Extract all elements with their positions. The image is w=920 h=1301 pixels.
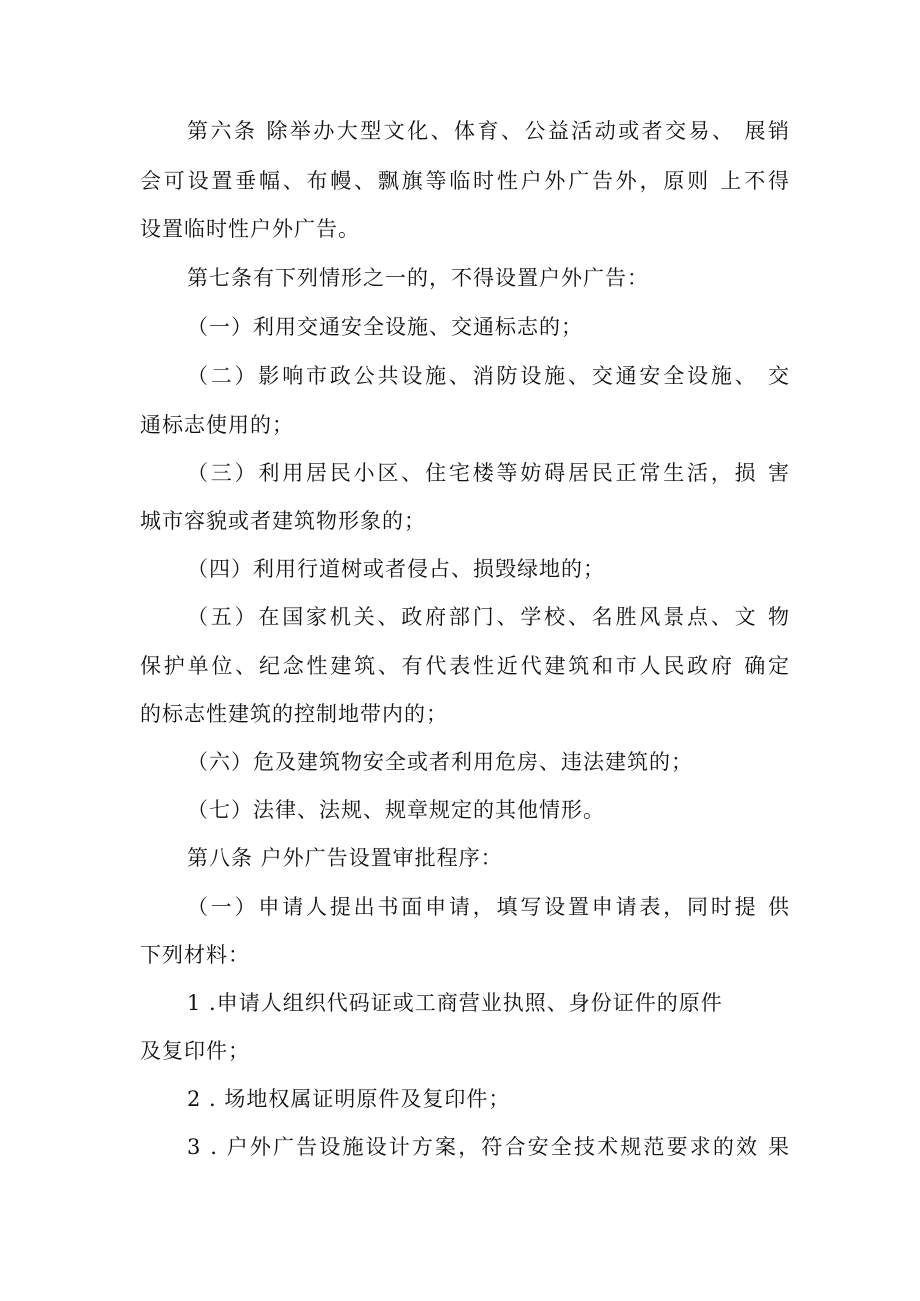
article-7-item-7: （七）法律、法规、规章规定的其他情形。 [187, 798, 605, 822]
article-7-item-2-line-2: 通标志使用的； [140, 413, 294, 437]
article-8-item-1-line-1: （一）申请人提出书面申请，填写设置申请表，同时提 供 [187, 895, 790, 919]
article-7-item-5-line-2: 保护单位、纪念性建筑、有代表性近代建筑和市人民政府 确定 [140, 654, 790, 678]
article-7-item-4: （四）利用行道树或者侵占、损毁绿地的； [187, 557, 605, 581]
material-3-line-1: 3 . 户外广告设施设计方案，符合安全技术规范要求的效 果 [187, 1135, 790, 1159]
material-1-line-1: 1 .申请人组织代码证或工商营业执照、身份证件的原件 [187, 991, 723, 1015]
article-7-item-3-line-2: 城市容貌或者建筑物形象的； [140, 509, 426, 533]
article-7-heading: 第七条有下列情形之一的，不得设置户外广告： [187, 266, 649, 290]
material-1-line-2: 及复印件； [140, 1039, 250, 1063]
article-6-line-2: 会可设置垂幅、布幔、飘旗等临时性户外广告外，原则 上不得 [140, 169, 790, 193]
article-6-line-1: 第六条 除举办大型文化、体育、公益活动或者交易、 展销 [187, 119, 790, 143]
article-8-heading: 第八条 户外广告设置审批程序： [187, 846, 503, 870]
article-8-item-1-line-2: 下列材料： [140, 943, 250, 967]
article-7-item-5-line-3: 的标志性建筑的控制地带内的； [140, 702, 448, 726]
article-7-item-2-line-1: （二）影响市政公共设施、消防设施、交通安全设施、 交 [187, 364, 790, 388]
article-7-item-5-line-1: （五）在国家机关、政府部门、学校、名胜风景点、文 物 [187, 605, 790, 629]
article-7-item-3-line-1: （三）利用居民小区、住宅楼等妨碍居民正常生活，损 害 [187, 461, 790, 485]
material-2: 2 . 场地权属证明原件及复印件； [187, 1087, 511, 1111]
article-6-line-3: 设置临时性户外广告。 [140, 217, 360, 241]
article-7-item-1: （一）利用交通安全设施、交通标志的； [187, 315, 583, 339]
article-7-item-6: （六）危及建筑物安全或者利用危房、违法建筑的； [187, 750, 693, 774]
